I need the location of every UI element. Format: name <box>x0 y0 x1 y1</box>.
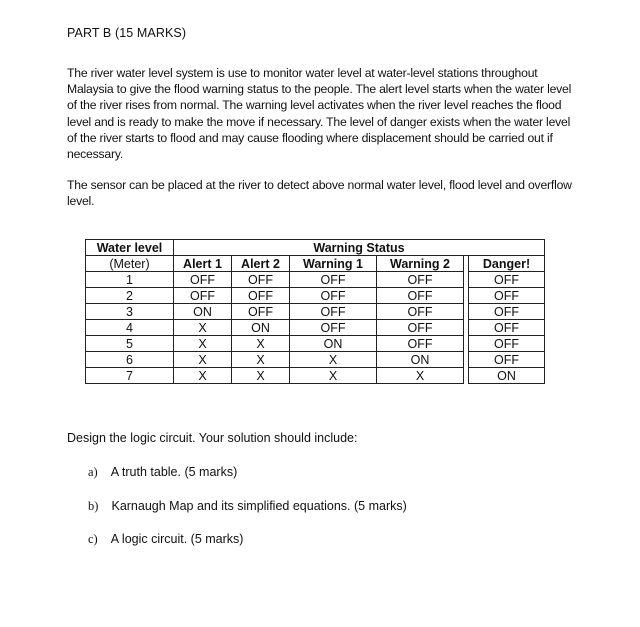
water-level-unit: (Meter) <box>86 256 174 272</box>
sensor-paragraph: The sensor can be placed at the river to detect above normal water level, flood level and overflow level. <box>67 178 572 209</box>
status-cell: ON <box>377 352 464 368</box>
status-cell: ON <box>174 304 232 320</box>
status-cell: X <box>174 336 232 352</box>
status-cell: X <box>290 368 377 384</box>
status-cell: OFF <box>469 336 545 352</box>
status-cell: OFF <box>174 272 232 288</box>
section-heading: PART B (15 MARKS) <box>67 26 187 40</box>
subtask-a <box>88 465 237 480</box>
column-header-warning-2: Warning 2 <box>377 256 464 272</box>
status-cell: ON <box>232 320 290 336</box>
table-row <box>86 320 545 336</box>
table-row <box>86 368 545 384</box>
status-cell: OFF <box>469 288 545 304</box>
table-row <box>86 352 545 368</box>
status-cell: OFF <box>469 304 545 320</box>
task-intro: Design the logic circuit. Your solution should include: <box>67 431 358 445</box>
status-cell: X <box>174 368 232 384</box>
status-cell: OFF <box>469 320 545 336</box>
status-cell: X <box>232 336 290 352</box>
water-level-cell: 7 <box>86 368 174 384</box>
status-cell: X <box>290 352 377 368</box>
warning-status-table <box>85 239 545 384</box>
status-cell: OFF <box>290 320 377 336</box>
water-level-cell: 1 <box>86 272 174 288</box>
subtask-text: A truth table. (5 marks) <box>110 465 238 479</box>
column-header-danger: Danger! <box>469 256 545 272</box>
column-header-alert-1: Alert 1 <box>174 256 232 272</box>
table-row <box>86 288 545 304</box>
status-cell: OFF <box>377 304 464 320</box>
subtask-text: Karnaugh Map and its simplified equations. (5 marks) <box>111 499 407 513</box>
table-body <box>86 272 545 384</box>
status-cell: OFF <box>469 352 545 368</box>
water-level-cell: 3 <box>86 304 174 320</box>
water-level-cell: 5 <box>86 336 174 352</box>
status-cell: OFF <box>290 304 377 320</box>
status-cell: X <box>174 320 232 336</box>
status-cell: OFF <box>377 336 464 352</box>
table-row <box>86 272 545 288</box>
warning-status-header: Warning Status <box>174 240 545 256</box>
subtask-label: c) <box>88 532 98 546</box>
water-level-cell: 4 <box>86 320 174 336</box>
status-cell: OFF <box>174 288 232 304</box>
status-cell: OFF <box>232 272 290 288</box>
subtask-label: b) <box>88 499 99 513</box>
column-header-warning-1: Warning 1 <box>290 256 377 272</box>
status-cell: ON <box>469 368 545 384</box>
status-cell: OFF <box>469 272 545 288</box>
status-cell: X <box>232 368 290 384</box>
status-cell: OFF <box>232 288 290 304</box>
table-row <box>86 336 545 352</box>
water-level-cell: 6 <box>86 352 174 368</box>
status-cell: OFF <box>377 288 464 304</box>
column-header-alert-2: Alert 2 <box>232 256 290 272</box>
status-cell: X <box>174 352 232 368</box>
subtask-label: a) <box>88 465 98 479</box>
status-cell: OFF <box>377 272 464 288</box>
subtask-b <box>88 499 407 514</box>
status-cell: OFF <box>290 272 377 288</box>
status-cell: OFF <box>290 288 377 304</box>
status-cell: OFF <box>232 304 290 320</box>
status-cell: X <box>232 352 290 368</box>
subtask-c <box>88 532 243 547</box>
intro-paragraph: The river water level system is use to monitor water level at water-level stations throughout Malaysia to give the flood warning status to the people. The alert level starts when the water level of the river rises from normal. The warning level activates when the river level reaches the flood level and is ready to make the move if necessary. The level of danger exists when the water level of the river starts to flood and may cause flooding where displacement should be carried out if necessary. <box>67 66 572 162</box>
table-row <box>86 304 545 320</box>
water-level-header: Water level <box>86 240 174 256</box>
status-cell: X <box>377 368 464 384</box>
water-level-cell: 2 <box>86 288 174 304</box>
subtask-text: A logic circuit. (5 marks) <box>110 532 244 546</box>
status-cell: ON <box>290 336 377 352</box>
status-cell: OFF <box>377 320 464 336</box>
